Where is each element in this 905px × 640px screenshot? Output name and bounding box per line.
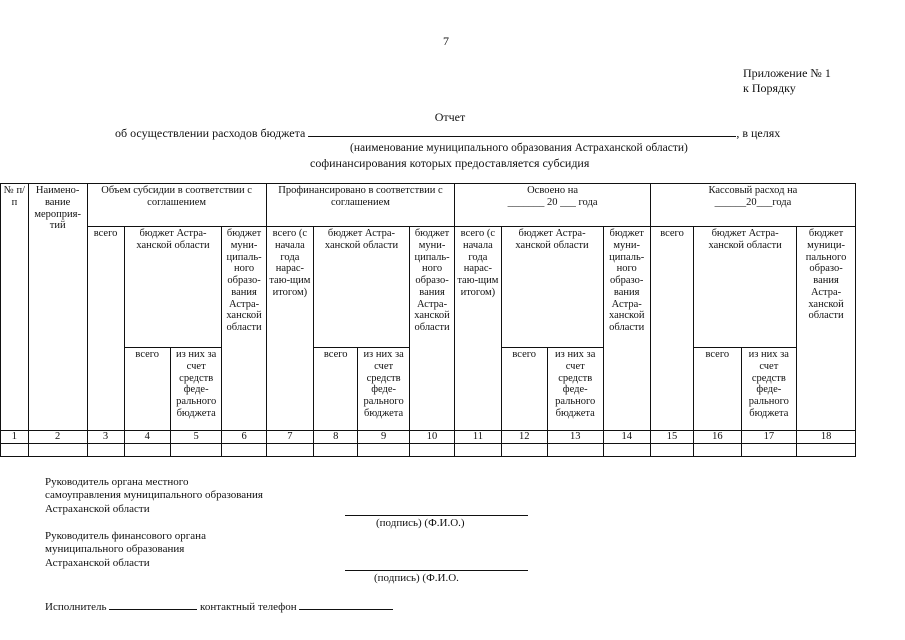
appendix-line2: к Порядку (743, 81, 796, 95)
column-number: 17 (741, 431, 797, 444)
signature-text: самоуправления муниципального образования (45, 489, 263, 502)
empty-cell (650, 444, 693, 457)
report-title: Отчет (434, 110, 466, 124)
empty-cell (455, 444, 501, 457)
header-total-cumulative: всего (с начала года нарас-таю-щим итогом) (266, 227, 313, 431)
column-number: 14 (603, 431, 650, 444)
header-sub-total: всего (314, 348, 358, 431)
signature-caption: (подпись) (Ф.И.О.) (376, 517, 465, 529)
table-row (1, 444, 856, 457)
column-number: 10 (409, 431, 454, 444)
phone-label: контактный телефон (200, 601, 297, 613)
header-sub-total: всего (694, 348, 741, 431)
empty-cell (87, 444, 124, 457)
report-table (0, 183, 856, 457)
column-number: 8 (314, 431, 358, 444)
column-number: 11 (455, 431, 501, 444)
signature-caption: (подпись) (Ф.И.О. (374, 572, 459, 584)
empty-cell (170, 444, 222, 457)
header-municipal: бюджет муни-ципаль-ного образо-вания Астра-ханской области (603, 227, 650, 431)
signature-text: Астраханской области (45, 502, 150, 515)
mastered-title: Освоено на (527, 185, 579, 196)
phone-blank (299, 599, 393, 610)
empty-cell (547, 444, 603, 457)
header-regional: бюджет Астра-ханской области (124, 227, 222, 348)
appendix-line1: Приложение № 1 (743, 66, 831, 80)
header-municipal: бюджет муници-пального образо-вания Астра-ханской области (797, 227, 856, 431)
signature-text: Астраханской области (45, 556, 150, 569)
report-subtitle-line1 (115, 126, 815, 141)
empty-cell (501, 444, 547, 457)
header-total-cumulative: всего (с начала года нарас-таю-щим итогом) (455, 227, 501, 431)
header-municipal: бюджет муни-ципаль-ного образо-вания Астра-ханской области (222, 227, 266, 431)
header-group-mastered (455, 184, 651, 227)
column-number: 3 (87, 431, 124, 444)
executor-line (45, 599, 393, 614)
column-number: 15 (650, 431, 693, 444)
empty-cell (741, 444, 797, 457)
column-number: 7 (266, 431, 313, 444)
header-num: № п/п (1, 184, 29, 431)
signature-line (345, 515, 528, 516)
header-name: Наимено-вание мероприя-тий (28, 184, 87, 431)
empty-cell (358, 444, 410, 457)
signature-text: Руководитель органа местного (45, 476, 189, 488)
header-sub-federal: из них за счет средств феде-рального бюджета (547, 348, 603, 431)
signature-head-finance (45, 530, 206, 570)
header-sub-total: всего (501, 348, 547, 431)
appendix-reference (743, 66, 831, 96)
empty-cell (797, 444, 856, 457)
column-number: 12 (501, 431, 547, 444)
header-sub-total: всего (124, 348, 170, 431)
empty-cell (603, 444, 650, 457)
page-number: 7 (443, 34, 449, 48)
mastered-date: _______ 20 ___ года (507, 196, 598, 208)
empty-cell (1, 444, 29, 457)
column-number: 2 (28, 431, 87, 444)
column-number: 13 (547, 431, 603, 444)
empty-cell (266, 444, 313, 457)
header-regional: бюджет Астра-ханской области (314, 227, 410, 348)
executor-blank (109, 599, 197, 610)
column-number: 5 (170, 431, 222, 444)
column-number: 6 (222, 431, 266, 444)
header-group-financed: Профинансировано в соответствии с соглашением (266, 184, 455, 227)
header-regional: бюджет Астра-ханской области (694, 227, 797, 348)
header-total: всего (87, 227, 124, 431)
empty-cell (222, 444, 266, 457)
header-sub-federal: из них за счет средств феде-рального бюджета (358, 348, 410, 431)
column-number: 16 (694, 431, 741, 444)
signature-line (345, 570, 528, 571)
empty-cell (409, 444, 454, 457)
municipality-blank-line (308, 126, 736, 137)
column-number: 4 (124, 431, 170, 444)
column-number: 9 (358, 431, 410, 444)
header-sub-federal: из них за счет средств феде-рального бюджета (170, 348, 222, 431)
header-group-cash (650, 184, 855, 227)
column-number: 18 (797, 431, 856, 444)
subtitle-suffix: , в целях (736, 126, 781, 140)
empty-cell (694, 444, 741, 457)
municipality-hint: (наименование муниципального образования Астраханской области) (350, 142, 688, 154)
column-number: 1 (1, 431, 29, 444)
empty-cell (28, 444, 87, 457)
column-number-row (1, 431, 856, 444)
header-municipal: бюджет муни-ципаль-ного образо-вания Астра-ханской области (409, 227, 454, 431)
header-sub-federal: из них за счет средств феде-рального бюджета (741, 348, 797, 431)
empty-cell (314, 444, 358, 457)
cash-title: Кассовый расход на (708, 185, 798, 196)
header-regional: бюджет Астра-ханской области (501, 227, 603, 348)
signature-text: Руководитель финансового органа (45, 530, 206, 542)
subtitle-prefix: об осуществлении расходов бюджета (115, 126, 306, 140)
empty-cell (124, 444, 170, 457)
header-total: всего (650, 227, 693, 431)
signature-head-local (45, 476, 263, 516)
report-subtitle-line2: софинансирования которых предоставляется субсидия (310, 156, 590, 170)
cash-date: ______20___года (714, 196, 792, 208)
header-group-subsidy: Объем субсидии в соответствии с соглашением (87, 184, 266, 227)
signature-text: муниципального образования (45, 543, 185, 556)
executor-label: Исполнитель (45, 601, 107, 613)
